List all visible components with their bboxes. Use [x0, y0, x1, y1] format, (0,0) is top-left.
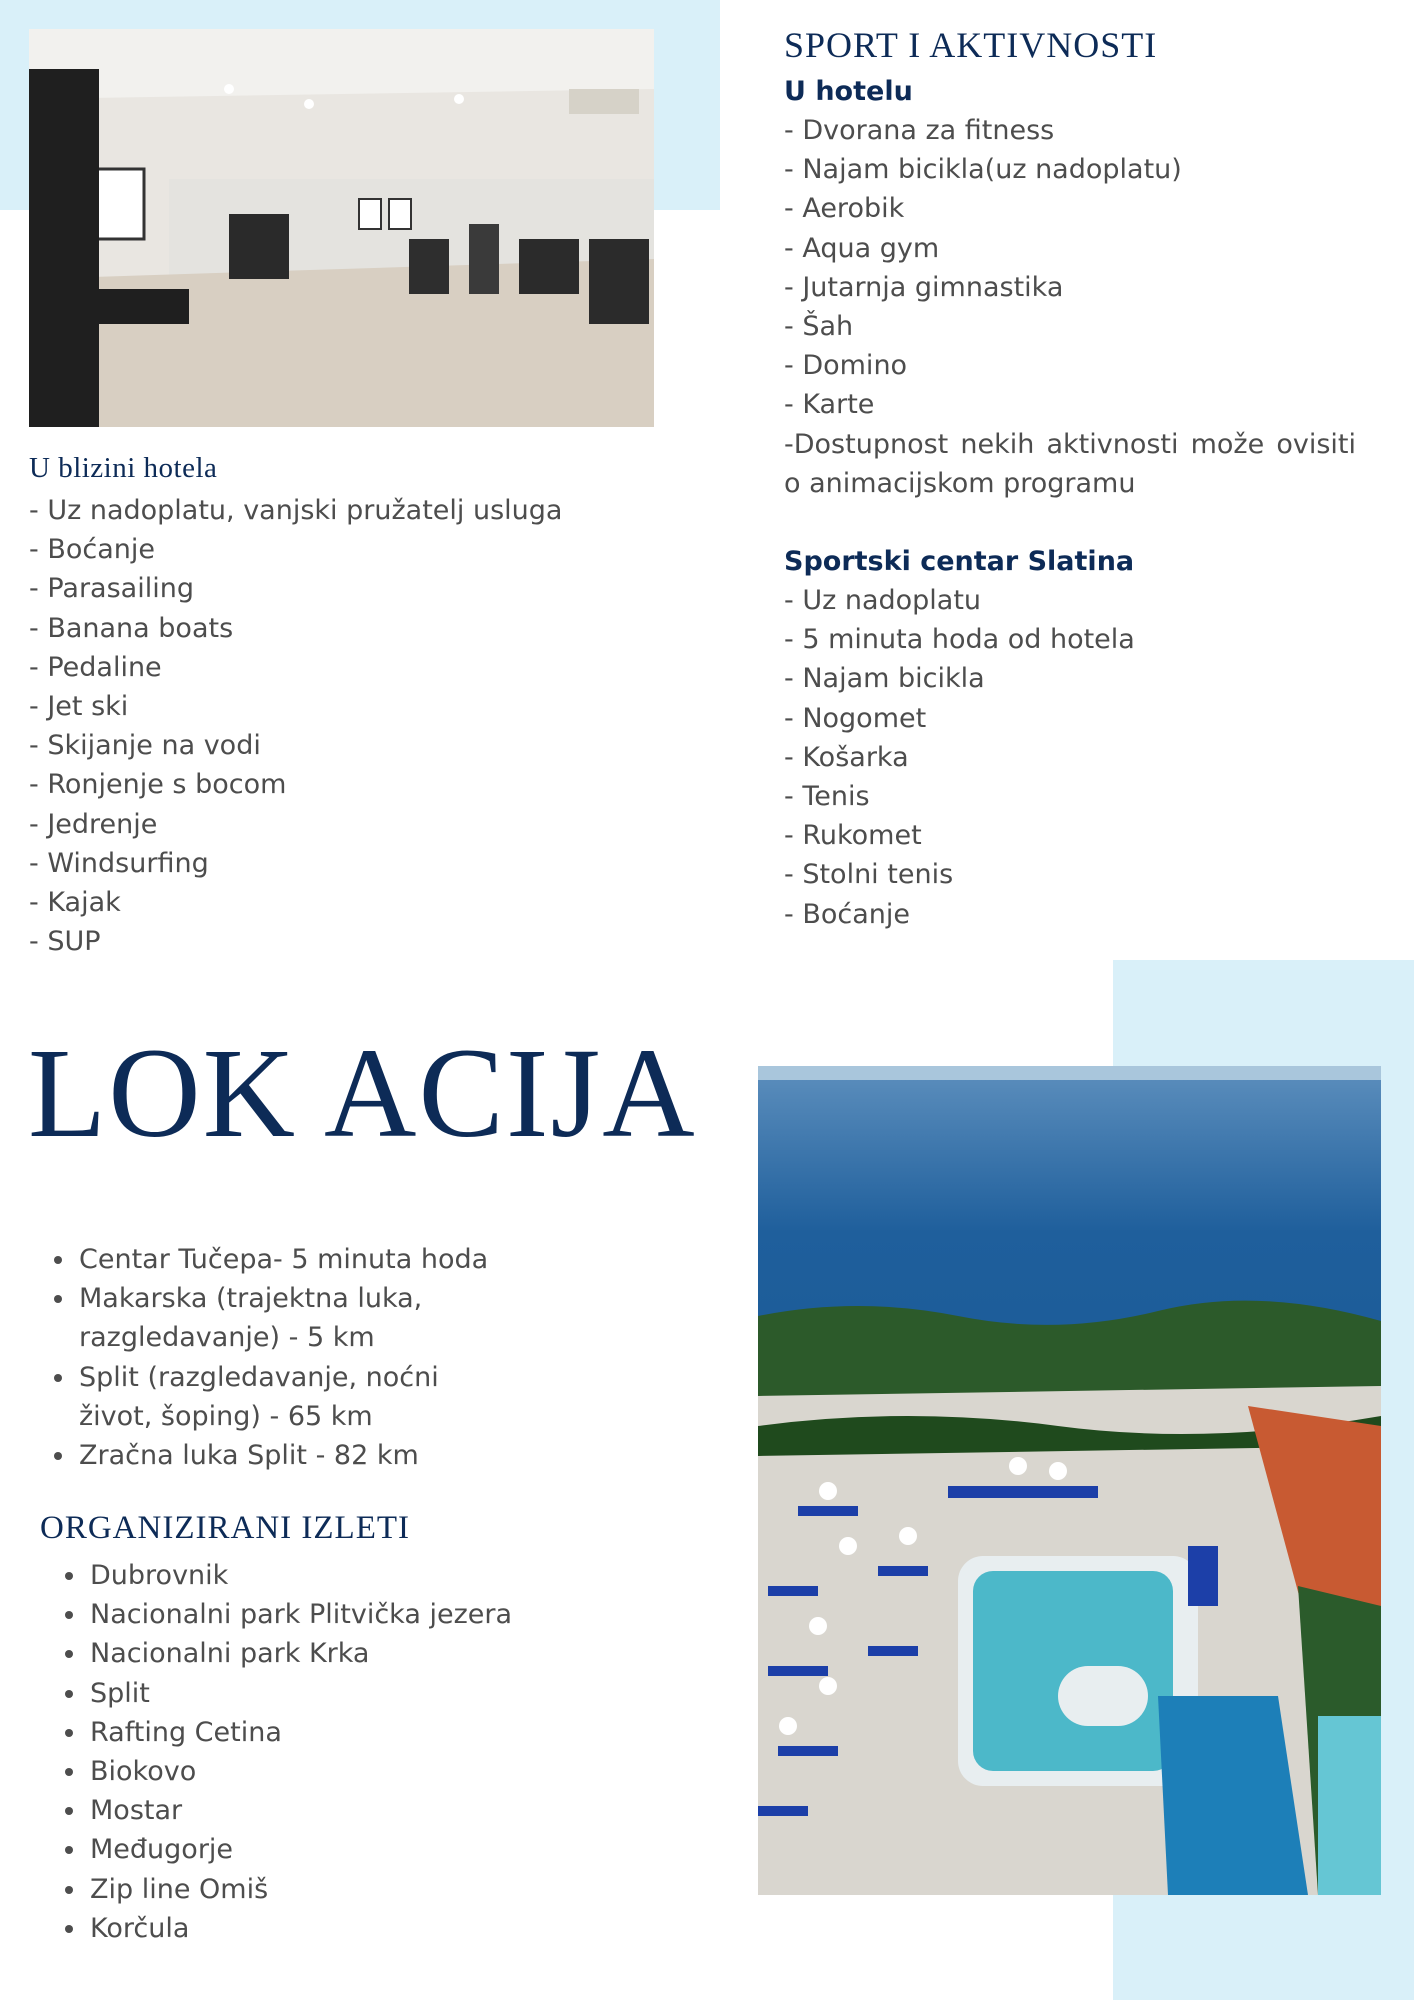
list-item: - Uz nadoplatu [784, 585, 982, 616]
list-item: - Banana boats [29, 612, 234, 644]
list-item: • Split [88, 1674, 512, 1713]
location-list [29, 1240, 507, 1475]
excursions-title: ORGANIZIRANI IZLETI [40, 1510, 410, 1546]
list-item: • Dubrovnik [88, 1556, 512, 1595]
list-item: - Boćanje [784, 898, 910, 930]
gym-photo [29, 29, 654, 427]
list-item: • Centar Tučepa- 5 minuta hoda [77, 1240, 507, 1279]
slatina-list [784, 581, 1135, 934]
list-item: - Dvorana za fitness [784, 115, 1055, 146]
availability-note: -Dostupnost nekih aktivnosti može ovisiti o animacijskom programu [784, 429, 1356, 499]
list-item: - Windsurfing [29, 847, 209, 879]
list-item: • Mostar [88, 1791, 512, 1830]
list-item: - Pedaline [29, 651, 162, 683]
nearby-heading: U blizini hotela [29, 452, 218, 484]
list-item: • Nacionalni park Plitvička jezera [88, 1595, 512, 1634]
list-item: - 5 minuta hoda od hotela [784, 624, 1135, 656]
sport-title: SPORT I AKTIVNOSTI [784, 25, 1158, 65]
location-title: LOK ACIJA [28, 1022, 697, 1164]
list-item: - Jedrenje [29, 808, 158, 840]
list-item: - Košarka [784, 741, 909, 773]
list-item: - Aqua gym [784, 232, 940, 264]
list-item: - Domino [784, 350, 908, 382]
list-item: • Međugorje [88, 1830, 512, 1869]
list-item: - Tenis [784, 781, 870, 813]
list-item: - Kajak [29, 887, 121, 919]
nearby-list [29, 491, 562, 961]
list-item: • Korčula [88, 1909, 512, 1948]
list-item: • Rafting Cetina [88, 1713, 512, 1752]
slatina-heading: Sportski centar Slatina [784, 546, 1135, 577]
list-item: - Uz nadoplatu, vanjski pružatelj usluga [29, 495, 563, 526]
list-item: - Parasailing [29, 573, 194, 605]
list-item: - Nogomet [784, 702, 927, 734]
list-item: - SUP [29, 926, 101, 958]
in-hotel-heading: U hotelu [784, 76, 913, 107]
list-item: - Šah [784, 311, 854, 343]
list-item: - Karte [784, 389, 875, 421]
list-item: • Makarska (trajektna luka, razgledavanje) - 5 km [77, 1279, 507, 1357]
list-item: • Nacionalni park Krka [88, 1634, 512, 1673]
pool-aerial-photo [758, 1066, 1381, 1895]
list-item: • Biokovo [88, 1752, 512, 1791]
list-item: - Najam bicikla(uz nadoplatu) [784, 154, 1182, 186]
in-hotel-list [784, 111, 1182, 425]
list-item: • Split (razgledavanje, noćni život, šoping) - 65 km [77, 1358, 507, 1436]
list-item: - Aerobik [784, 193, 905, 225]
list-item: - Ronjenje s bocom [29, 769, 287, 801]
list-item: - Jet ski [29, 691, 129, 723]
list-item: - Boćanje [29, 534, 155, 566]
list-item: - Skijanje na vodi [29, 730, 261, 762]
list-item: - Rukomet [784, 820, 922, 852]
list-item: - Najam bicikla [784, 663, 985, 695]
list-item: - Jutarnja gimnastika [784, 271, 1064, 303]
list-item: • Zip line Omiš [88, 1870, 512, 1909]
list-item: • Zračna luka Split - 82 km [77, 1436, 507, 1475]
excursions-list [40, 1556, 512, 1948]
list-item: - Stolni tenis [784, 859, 954, 891]
